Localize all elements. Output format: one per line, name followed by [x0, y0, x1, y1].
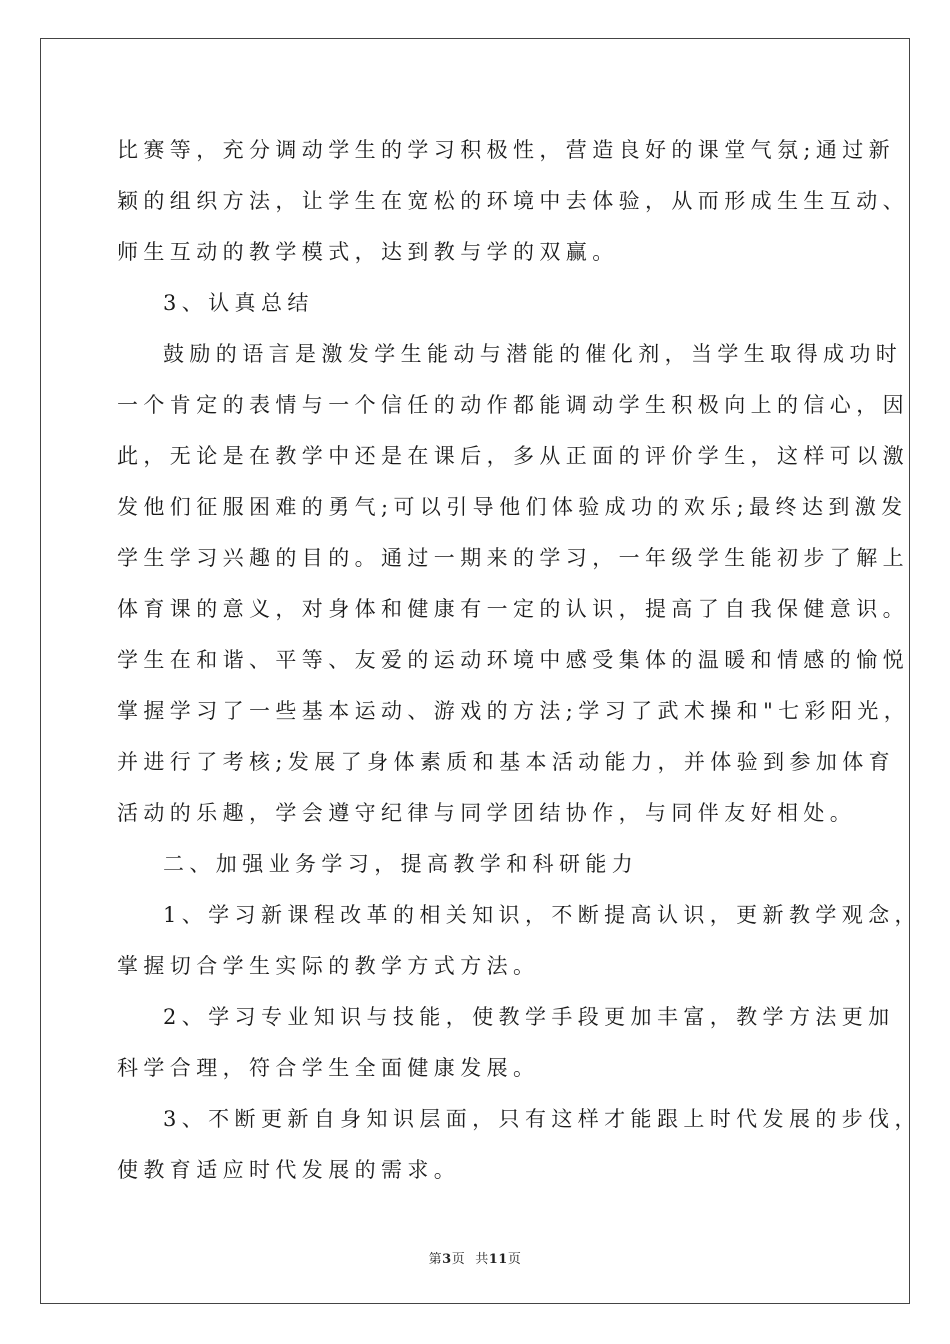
section-heading: 二、加强业务学习，提高教学和科研能力 [163, 852, 639, 876]
text-line: 3、不断更新自身知识层面，只有这样才能跟上时代发展的步伐， [163, 1107, 921, 1131]
text-line: 活动的乐趣，学会遵守纪律与同学团结协作，与同伴友好相处。 [117, 801, 857, 825]
text-line: 比赛等，充分调动学生的学习积极性，营造良好的课堂气氛;通过新 [117, 138, 896, 162]
text-line: 体育课的意义，对身体和健康有一定的认识，提高了自我保健意识。 [117, 597, 909, 621]
text-line: 使教育适应时代发展的需求。 [117, 1158, 461, 1182]
text-line: 师生互动的教学模式，达到教与学的双赢。 [117, 240, 619, 264]
text-line: 颖的组织方法，让学生在宽松的环境中去体验，从而形成生生互动、 [117, 189, 909, 213]
text-line: 学生学习兴趣的目的。通过一期来的学习，一年级学生能初步了解上 [117, 546, 909, 570]
text-line: 掌握切合学生实际的教学方式方法。 [117, 954, 540, 978]
text-line: 并进行了考核;发展了身体素质和基本活动能力，并体验到参加体育 [117, 750, 896, 774]
total-suffix: 页 [507, 1252, 522, 1267]
text-line: 科学合理，符合学生全面健康发展。 [117, 1056, 540, 1080]
text-line: 2、学习专业知识与技能，使教学手段更加丰富，教学方法更加 [163, 1005, 895, 1029]
section-heading: 3、认真总结 [163, 291, 314, 315]
page-prefix: 第 [428, 1252, 443, 1267]
page-suffix: 页 [451, 1252, 466, 1267]
text-block [117, 125, 921, 1196]
page-footer [0, 1248, 950, 1267]
total-pages: 11 [488, 1252, 508, 1267]
text-line: 1、学习新课程改革的相关知识，不断提高认识，更新教学观念， [163, 903, 921, 927]
text-line: 学生在和谐、平等、友爱的运动环境中感受集体的温暖和情感的愉悦 [117, 648, 909, 672]
document-body [117, 125, 921, 1196]
text-line: 一个肯定的表情与一个信任的动作都能调动学生积极向上的信心，因 [117, 393, 909, 417]
page-number: 3 [442, 1252, 452, 1267]
text-line: 发他们征服困难的勇气;可以引导他们体验成功的欢乐;最终达到激发 [117, 495, 908, 519]
text-line: 掌握学习了一些基本运动、游戏的方法;学习了武术操和"七彩阳光， [117, 699, 911, 723]
text-line: 此，无论是在教学中还是在课后，多从正面的评价学生，这样可以激 [117, 444, 909, 468]
text-line: 鼓励的语言是激发学生能动与潜能的催化剂，当学生取得成功时 [163, 342, 903, 366]
total-prefix: 共 [475, 1252, 489, 1267]
